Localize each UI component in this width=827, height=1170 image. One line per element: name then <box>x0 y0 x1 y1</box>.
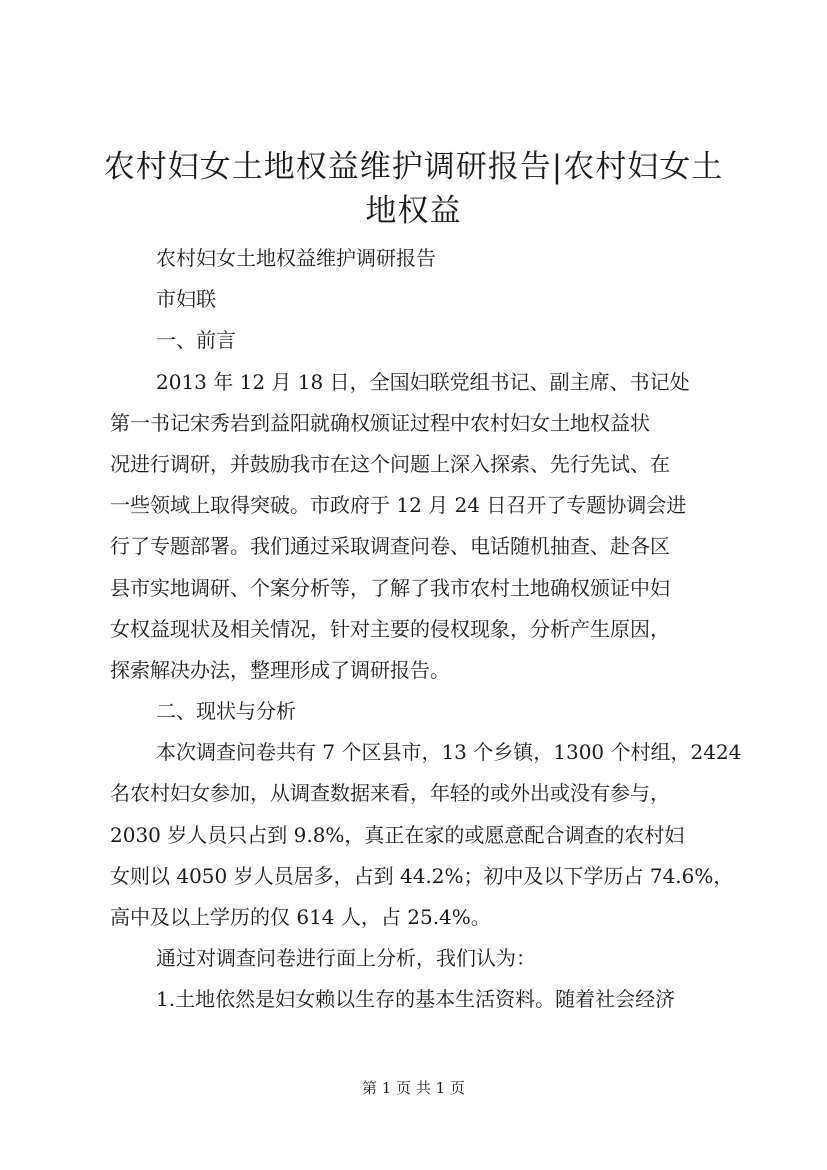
body-line: 行了专题部署。我们通过采取调查问卷、电话随机抽查、赴各区 <box>110 534 670 559</box>
body-line: 女则以 4050 岁人员居多，占到 44.2%；初中及以下学历占 74.6%， <box>110 863 734 888</box>
body-line: 市妇联 <box>156 287 216 312</box>
body-line: 高中及以上学历的仅 614 人，占 25.4%。 <box>110 905 491 929</box>
body-line: 况进行调研，并鼓励我市在这个问题上深入探索、先行先试、在 <box>110 451 670 476</box>
title-line-2: 地权益 <box>365 193 462 229</box>
body-line: 名农村妇女参加，从调查数据来看，年轻的或外出或没有参与， <box>110 781 670 806</box>
body-line: 通过对调查问卷进行面上分析，我们认为： <box>156 946 536 971</box>
body-line: 农村妇女土地权益维护调研报告 <box>156 246 436 270</box>
document-title <box>90 145 737 233</box>
title-line-1: 农村妇女土地权益维护调研报告|农村妇女土 <box>103 149 724 185</box>
body-line: 第一书记宋秀岩到益阳就确权颁证过程中农村妇女土地权益状 <box>110 410 650 435</box>
body-line: 2030 岁人员只占到 9.8%，真正在家的或愿意配合调查的农村妇 <box>110 822 685 847</box>
body-line: 探索解决办法，整理形成了调研报告。 <box>110 657 450 682</box>
body-line: 县市实地调研、个案分析等，了解了我市农村土地确权颁证中妇 <box>110 575 670 600</box>
body-line: 二、现状与分析 <box>156 699 296 724</box>
page-footer: 第 1 页 共 1 页 <box>362 1079 465 1097</box>
body-line: 女权益现状及相关情况，针对主要的侵权现象，分析产生原因， <box>110 616 670 641</box>
body-line: 2013 年 12 月 18 日，全国妇联党组书记、副主席、书记处 <box>156 369 690 394</box>
body-line: 一些领域上取得突破。市政府于 12 月 24 日召开了专题协调会进 <box>110 493 687 518</box>
body-line: 1.土地依然是妇女赖以生存的基本生活资料。随着社会经济 <box>156 987 676 1012</box>
body-line: 本次调查问卷共有 7 个区县市，13 个乡镇，1300 个村组，2424 <box>156 740 742 765</box>
body-line: 一、前言 <box>156 328 236 353</box>
document-body <box>110 238 742 1021</box>
